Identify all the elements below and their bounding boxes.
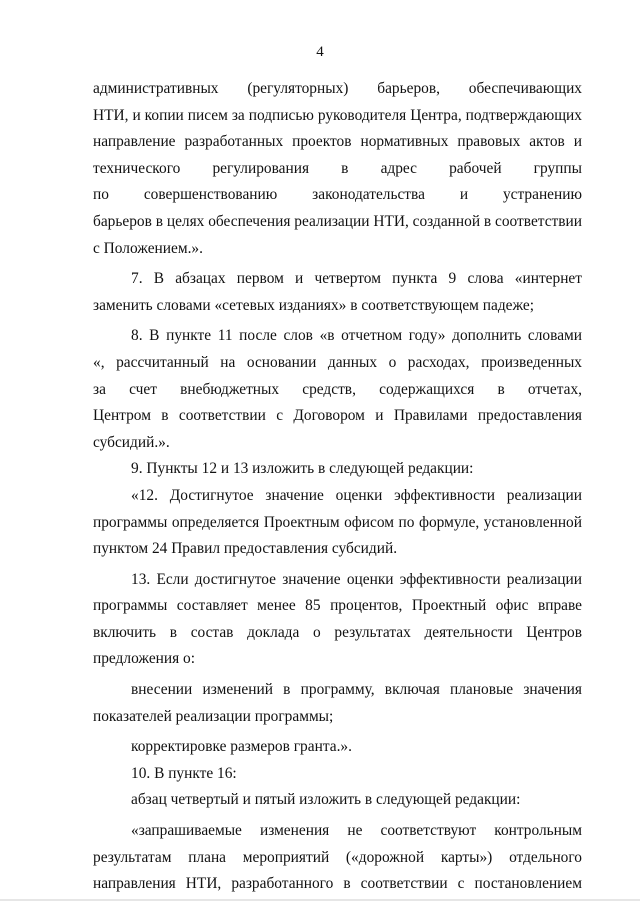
- text-line: за счет внебюджетных средств, содержащихся в отчетах,: [93, 380, 582, 398]
- text-line: «, рассчитанный на основании данных о расходах, произведенных: [93, 353, 582, 371]
- text-line: Центром в соответствии с Договором и Правилами предоставления: [93, 407, 582, 425]
- text-line: 13. Если достигнутое значение оценки эффективности реализации: [131, 570, 582, 588]
- text-line: 9. Пункты 12 и 13 изложить в следующей редакции:: [131, 460, 474, 478]
- text-line: субсидий.».: [93, 433, 170, 451]
- text-line: показателей реализации программы;: [93, 707, 334, 725]
- text-line: 7. В абзацах первом и четвертом пункта 9 слова «интернет: [131, 270, 582, 288]
- text-line: 10. В пункте 16:: [131, 764, 237, 782]
- text-line: «запрашиваемые изменения не соответствуют контрольным: [131, 822, 582, 840]
- text-line: по совершенствованию законодательства и устранению: [93, 186, 582, 204]
- text-line: результатам плана мероприятий («дорожной карты») отдельного: [93, 848, 582, 866]
- document-body: [93, 76, 582, 898]
- text-line: технического регулирования в адрес рабочей группы: [93, 159, 582, 177]
- page-number: 4: [316, 44, 324, 60]
- text-line: «12. Достигнутое значение оценки эффективности реализации: [131, 486, 582, 504]
- scan-bottom-edge: [0, 899, 640, 901]
- text-line: пунктом 24 Правил предоставления субсидий.: [93, 540, 398, 558]
- text-line: программы составляет менее 85 процентов, Проектный офис вправе: [93, 597, 582, 615]
- text-line: с Положением.».: [93, 239, 203, 257]
- text-line: 8. В пункте 11 после слов «в отчетном году» дополнить словами: [131, 327, 582, 345]
- text-line: внесении изменений в программу, включая плановые значения: [131, 681, 582, 699]
- text-line: программы определяется Проектным офисом по формуле, установленной: [93, 513, 582, 531]
- text-line: заменить словами «сетевых изданиях» в соответствующем падеже;: [93, 296, 535, 314]
- text-line: абзац четвертый и пятый изложить в следующей редакции:: [131, 791, 521, 809]
- text-line: направление разработанных проектов нормативных правовых актов и: [93, 133, 582, 151]
- text-line: барьеров в целях обеспечения реализации НТИ, созданной в соответствии: [93, 212, 582, 230]
- text-line: административных (регуляторных) барьеров, обеспечивающих: [93, 80, 582, 97]
- text-line: направления НТИ, разработанного в соответствии с постановлением: [93, 875, 582, 893]
- text-line: предложения о:: [93, 650, 196, 668]
- text-line: корректировке размеров гранта.».: [131, 738, 352, 756]
- text-line: НТИ, и копии писем за подписью руководителя Центра, подтверждающих: [93, 106, 582, 124]
- text-line: включить в состав доклада о результатах деятельности Центров: [93, 623, 582, 641]
